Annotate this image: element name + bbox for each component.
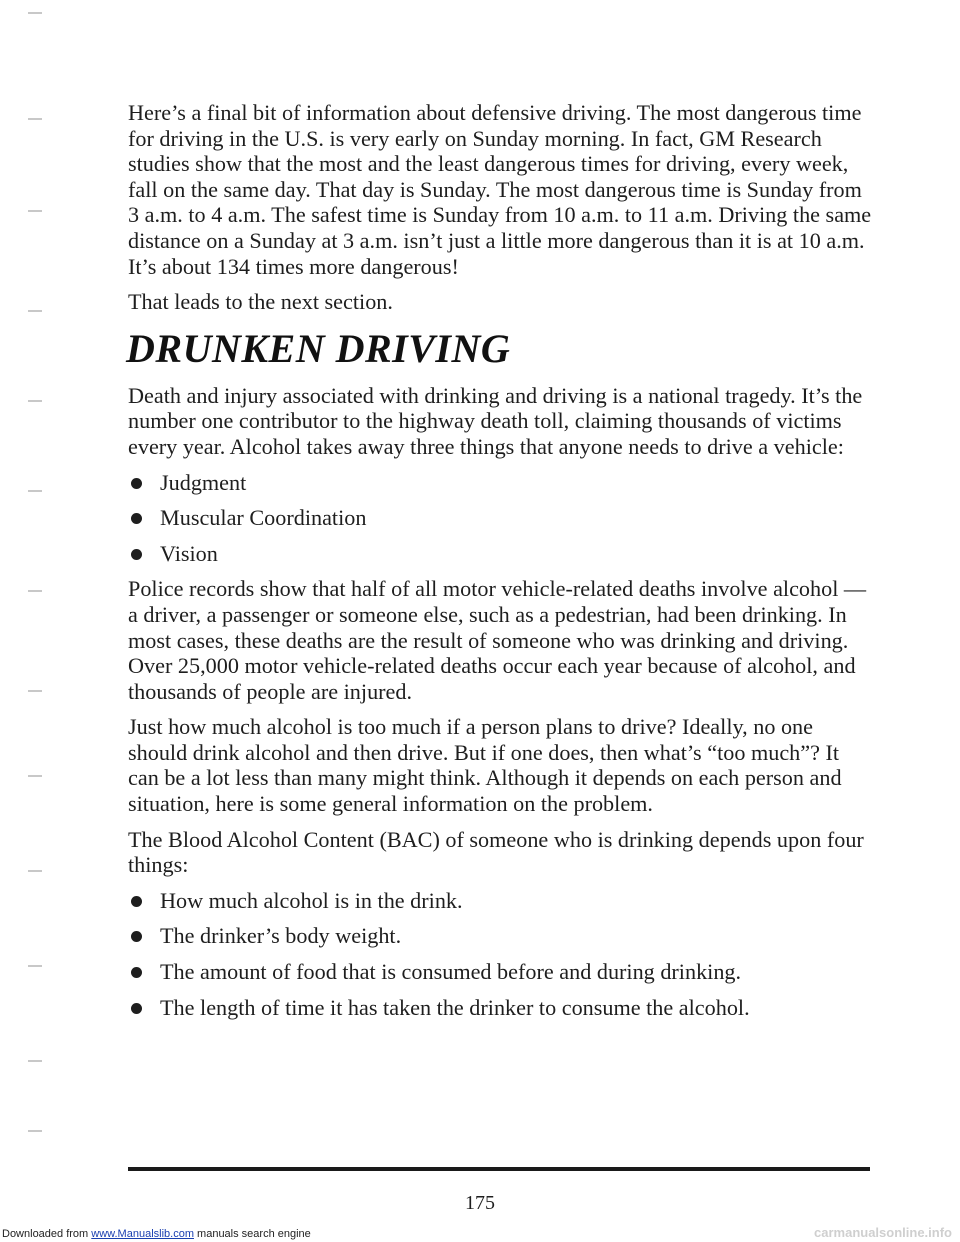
police-records-paragraph: Police records show that half of all motor vehicle-related deaths involve alcohol — a driver, a passenger or someone else, such as a pedestrian, had been drinking. In most cases, these deaths are the result of someone who was drinking and driving. Over 25,000 motor vehicle-related deaths occur each year because of alcohol, and thousands of people are injured. [128, 576, 867, 704]
footer-suffix: manuals search engine [193, 1228, 311, 1240]
section-heading: DRUNKEN DRIVING [126, 325, 511, 371]
bac-paragraph: The Blood Alcohol Content (BAC) of someone who is drinking depends upon four things: [128, 826, 864, 878]
list-item: Judgment [128, 470, 873, 496]
footer-prefix: Downloaded from [2, 1228, 92, 1240]
footer-rule [128, 1167, 870, 1171]
download-footer [2, 1226, 960, 1240]
list-item: The length of time it has taken the drinker to consume the alcohol. [128, 995, 873, 1021]
how-much-paragraph: Just how much alcohol is too much if a person plans to drive? Ideally, no one should drink alcohol and then drive. But if one does, then what’s “too much”? It can be a lot less than many might think. Although it depends on each person and situation, here is some general information on the problem. [128, 714, 842, 817]
abilities-list [128, 470, 873, 567]
intro-paragraph: Death and injury associated with drinking and driving is a national tragedy. It’s the number one contributor to the highway death toll, claiming thousands of victims every year. Alcohol takes away three things that anyone needs to drive a vehicle: [128, 382, 863, 459]
defensive-driving-paragraph: Here’s a final bit of information about defensive driving. The most dangerous time for driving in the U.S. is very early on Sunday morning. In fact, GM Research studies show that the most and the least dangerous times for driving, every week, fall on the same day. That day is Sunday. The most dangerous time is Sunday from 3 a.m. to 4 a.m. The safest time is Sunday from 10 a.m. to 11 a.m. Driving the same distance on a Sunday at 3 a.m. isn’t just a little more dangerous than it is at 10 a.m. It’s about 134 times more dangerous! [128, 100, 872, 279]
footer-attribution [2, 1228, 311, 1240]
list-item: The drinker’s body weight. [128, 923, 873, 949]
transition-paragraph: That leads to the next section. [128, 289, 393, 315]
list-item: Muscular Coordination [128, 505, 873, 531]
page-number: 175 [465, 1192, 495, 1214]
bac-factors-list [128, 888, 873, 1020]
list-item: How much alcohol is in the drink. [128, 888, 873, 914]
watermark: carmanualsonline.info [814, 1225, 952, 1240]
list-item: The amount of food that is consumed before and during drinking. [128, 959, 873, 985]
manualslib-link[interactable]: www.Manualslib.com [91, 1228, 194, 1240]
page-content [128, 100, 873, 1030]
list-item: Vision [128, 541, 873, 567]
